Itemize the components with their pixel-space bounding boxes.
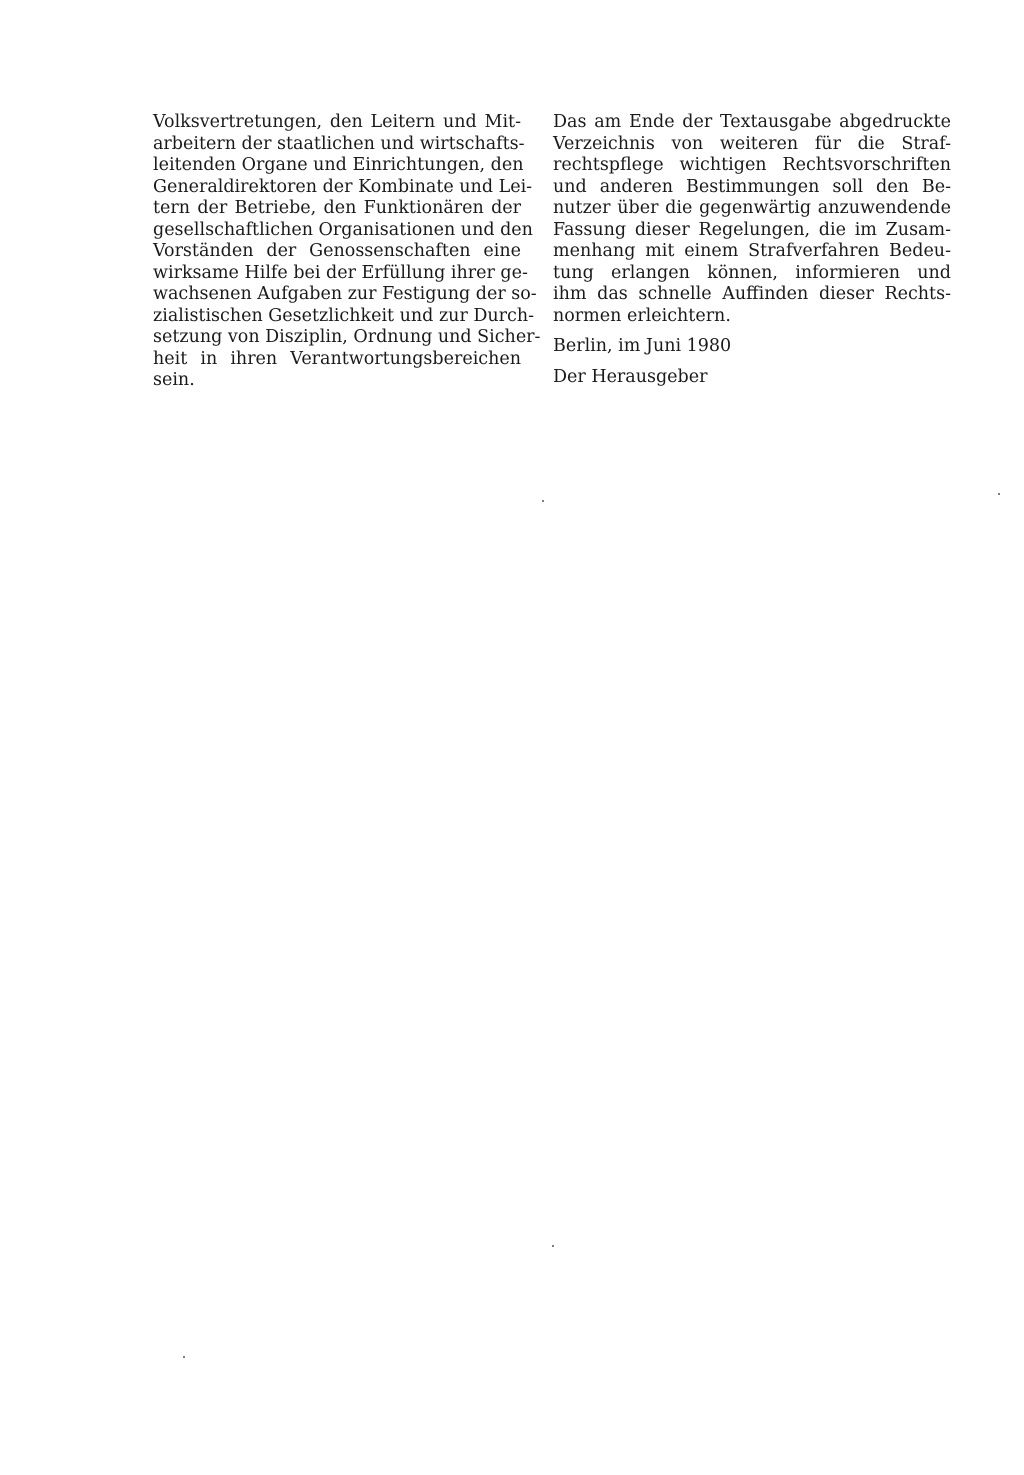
left-column: [153, 112, 541, 392]
text-line: nutzer über die gegenwärtig anzuwendende: [553, 198, 951, 218]
text-line: setzung von Disziplin, Ordnung und Sicher-: [153, 327, 541, 347]
signature: Der Herausgeber: [553, 366, 708, 387]
place-date: Berlin, im Juni 1980: [553, 336, 732, 356]
text-line: und anderen Bestimmungen soll den Be-: [553, 176, 951, 197]
scan-speck: [552, 1245, 554, 1247]
text-line: Generaldirektoren der Kombinate und Lei-: [153, 176, 533, 197]
scan-speck: [183, 1356, 185, 1358]
text-line: wirksame Hilfe bei der Erfüllung ihrer ge-: [153, 262, 528, 283]
text-line: zialistischen Gesetzlichkeit und zur Durch-: [153, 305, 535, 326]
text-line: wachsenen Aufgaben zur Festigung der so-: [153, 284, 537, 304]
scan-speck: [542, 500, 544, 502]
paragraph-gap: [553, 358, 951, 367]
text-line: normen erleichtern.: [553, 305, 731, 326]
text-line: tung erlangen können, informieren und: [553, 262, 951, 283]
scan-speck: [998, 493, 1000, 495]
text-line: rechtspflege wichtigen Rechtsvorschriften: [553, 155, 951, 175]
text-line: leitenden Organe und Einrichtungen, den: [153, 155, 524, 175]
right-column: [553, 112, 951, 388]
text-line: Fassung dieser Regelungen, die im Zusam-: [553, 219, 951, 240]
text-line: Volksvertretungen, den Leitern und Mit-: [153, 112, 521, 132]
text-line: gesellschaftlichen Organisationen und den: [153, 219, 533, 240]
left-paragraph: [153, 112, 541, 392]
text-line: Vorständen der Genossenschaften eine: [153, 241, 521, 261]
text-line: heit in ihren Verantwortungsbereichen: [153, 348, 521, 369]
text-line: menhang mit einem Strafverfahren Bedeu-: [553, 241, 951, 261]
text-line: Das am Ende der Textausgabe abgedruckte: [553, 112, 951, 132]
text-line: ihm das schnelle Auffinden dieser Rechts-: [553, 284, 951, 304]
text-line: sein.: [153, 370, 195, 390]
text-line: arbeitern der staatlichen und wirtschafts-: [153, 133, 525, 154]
paragraph-gap: [553, 327, 951, 336]
text-line: tern der Betriebe, den Funktionären der: [153, 198, 521, 218]
right-paragraph: [553, 112, 951, 327]
text-line: Verzeichnis von weiteren für die Straf-: [553, 133, 951, 154]
